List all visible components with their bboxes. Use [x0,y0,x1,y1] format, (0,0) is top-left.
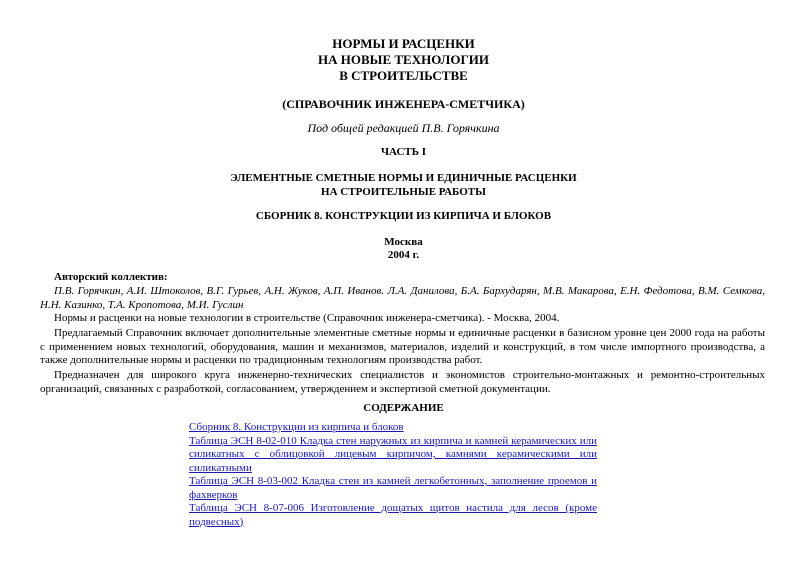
toc-link-esn-8-03-002[interactable]: Таблица ЭСН 8-03-002 Кладка стен из камней легкобетонных, заполнение проемов и фахверков [189,475,597,501]
publication-info [0,236,807,262]
section-title-line-1: ЭЛЕМЕНТНЫЕ СМЕТНЫЕ НОРМЫ И ЕДИНИЧНЫЕ РАСЦЕНКИ [230,172,577,184]
audience-paragraph: Предназначен для широкого круга инженерно-технических специалистов и экономистов строительно-монтажных и ремонтно-строительных организаций, связанных с разработкой, согласованием, утверждением и экспертизой сметной документации. [40,369,765,395]
toc-link-collection-8[interactable]: Сборник 8. Конструкции из кирпича и блоков [189,421,404,433]
collection-title: СБОРНИК 8. КОНСТРУКЦИИ ИЗ КИРПИЧА И БЛОКОВ [255,210,552,222]
document-title [0,36,807,84]
citation: Нормы и расценки на новые технологии в строительстве (Справочник инженера-сметчика). - Москва, 2004. [54,312,560,324]
document-subtitle: (СПРАВОЧНИК ИНЖЕНЕРА-СМЕТЧИКА) [282,97,525,111]
editor-line: Под общей редакцией П.В. Горячкина [307,121,500,135]
toc-heading: СОДЕРЖАНИЕ [363,402,444,414]
publication-year: 2004 г. [387,249,420,261]
part-label: ЧАСТЬ I [380,146,427,158]
title-line-2: НА НОВЫЕ ТЕХНОЛОГИИ [318,52,489,67]
description-paragraph: Предлагаемый Справочник включает дополнительные элементные сметные нормы и единичные расценки в базисном уровне цен 2000 года на работы с применением новых технологий, оборудования, машин и механизмов, материалов, изделий и конструкций, в том числе импортного производства, а также дополнительные нормы и расценки по традиционным технологиям производства работ. [40,327,765,366]
publication-city: Москва [384,236,423,248]
toc-link-esn-8-02-010[interactable]: Таблица ЭСН 8-02-010 Кладка стен наружных из кирпича и камней керамических или силикатных с облицовкой лицевым кирпичом, камнями керамическими или силикатными [189,434,597,474]
section-title [0,171,807,199]
table-of-contents [189,421,597,529]
section-title-line-2: НА СТРОИТЕЛЬНЫЕ РАБОТЫ [321,186,486,198]
authors-list: П.В. Горячкин, А.И. Штоколов, В.Г. Гурьев, А.Н. Жуков, А.П. Иванов. Л.А. Данилова, Б.А. Бархударян, М.В. Макарова, Е.Н. Федотова, В.М. Семкова, Н.Н. Казинко, Т.А. Кропотова, М.И. Гуслин [40,285,765,311]
authors-heading: Авторский коллектив: [54,271,168,283]
toc-link-esn-8-07-006[interactable]: Таблица ЭСН 8-07-006 Изготовление дощатых щитов настила для лесов (кроме подвесных) [189,502,597,528]
title-line-3: В СТРОИТЕЛЬСТВЕ [339,68,468,83]
title-line-1: НОРМЫ И РАСЦЕНКИ [332,36,475,51]
